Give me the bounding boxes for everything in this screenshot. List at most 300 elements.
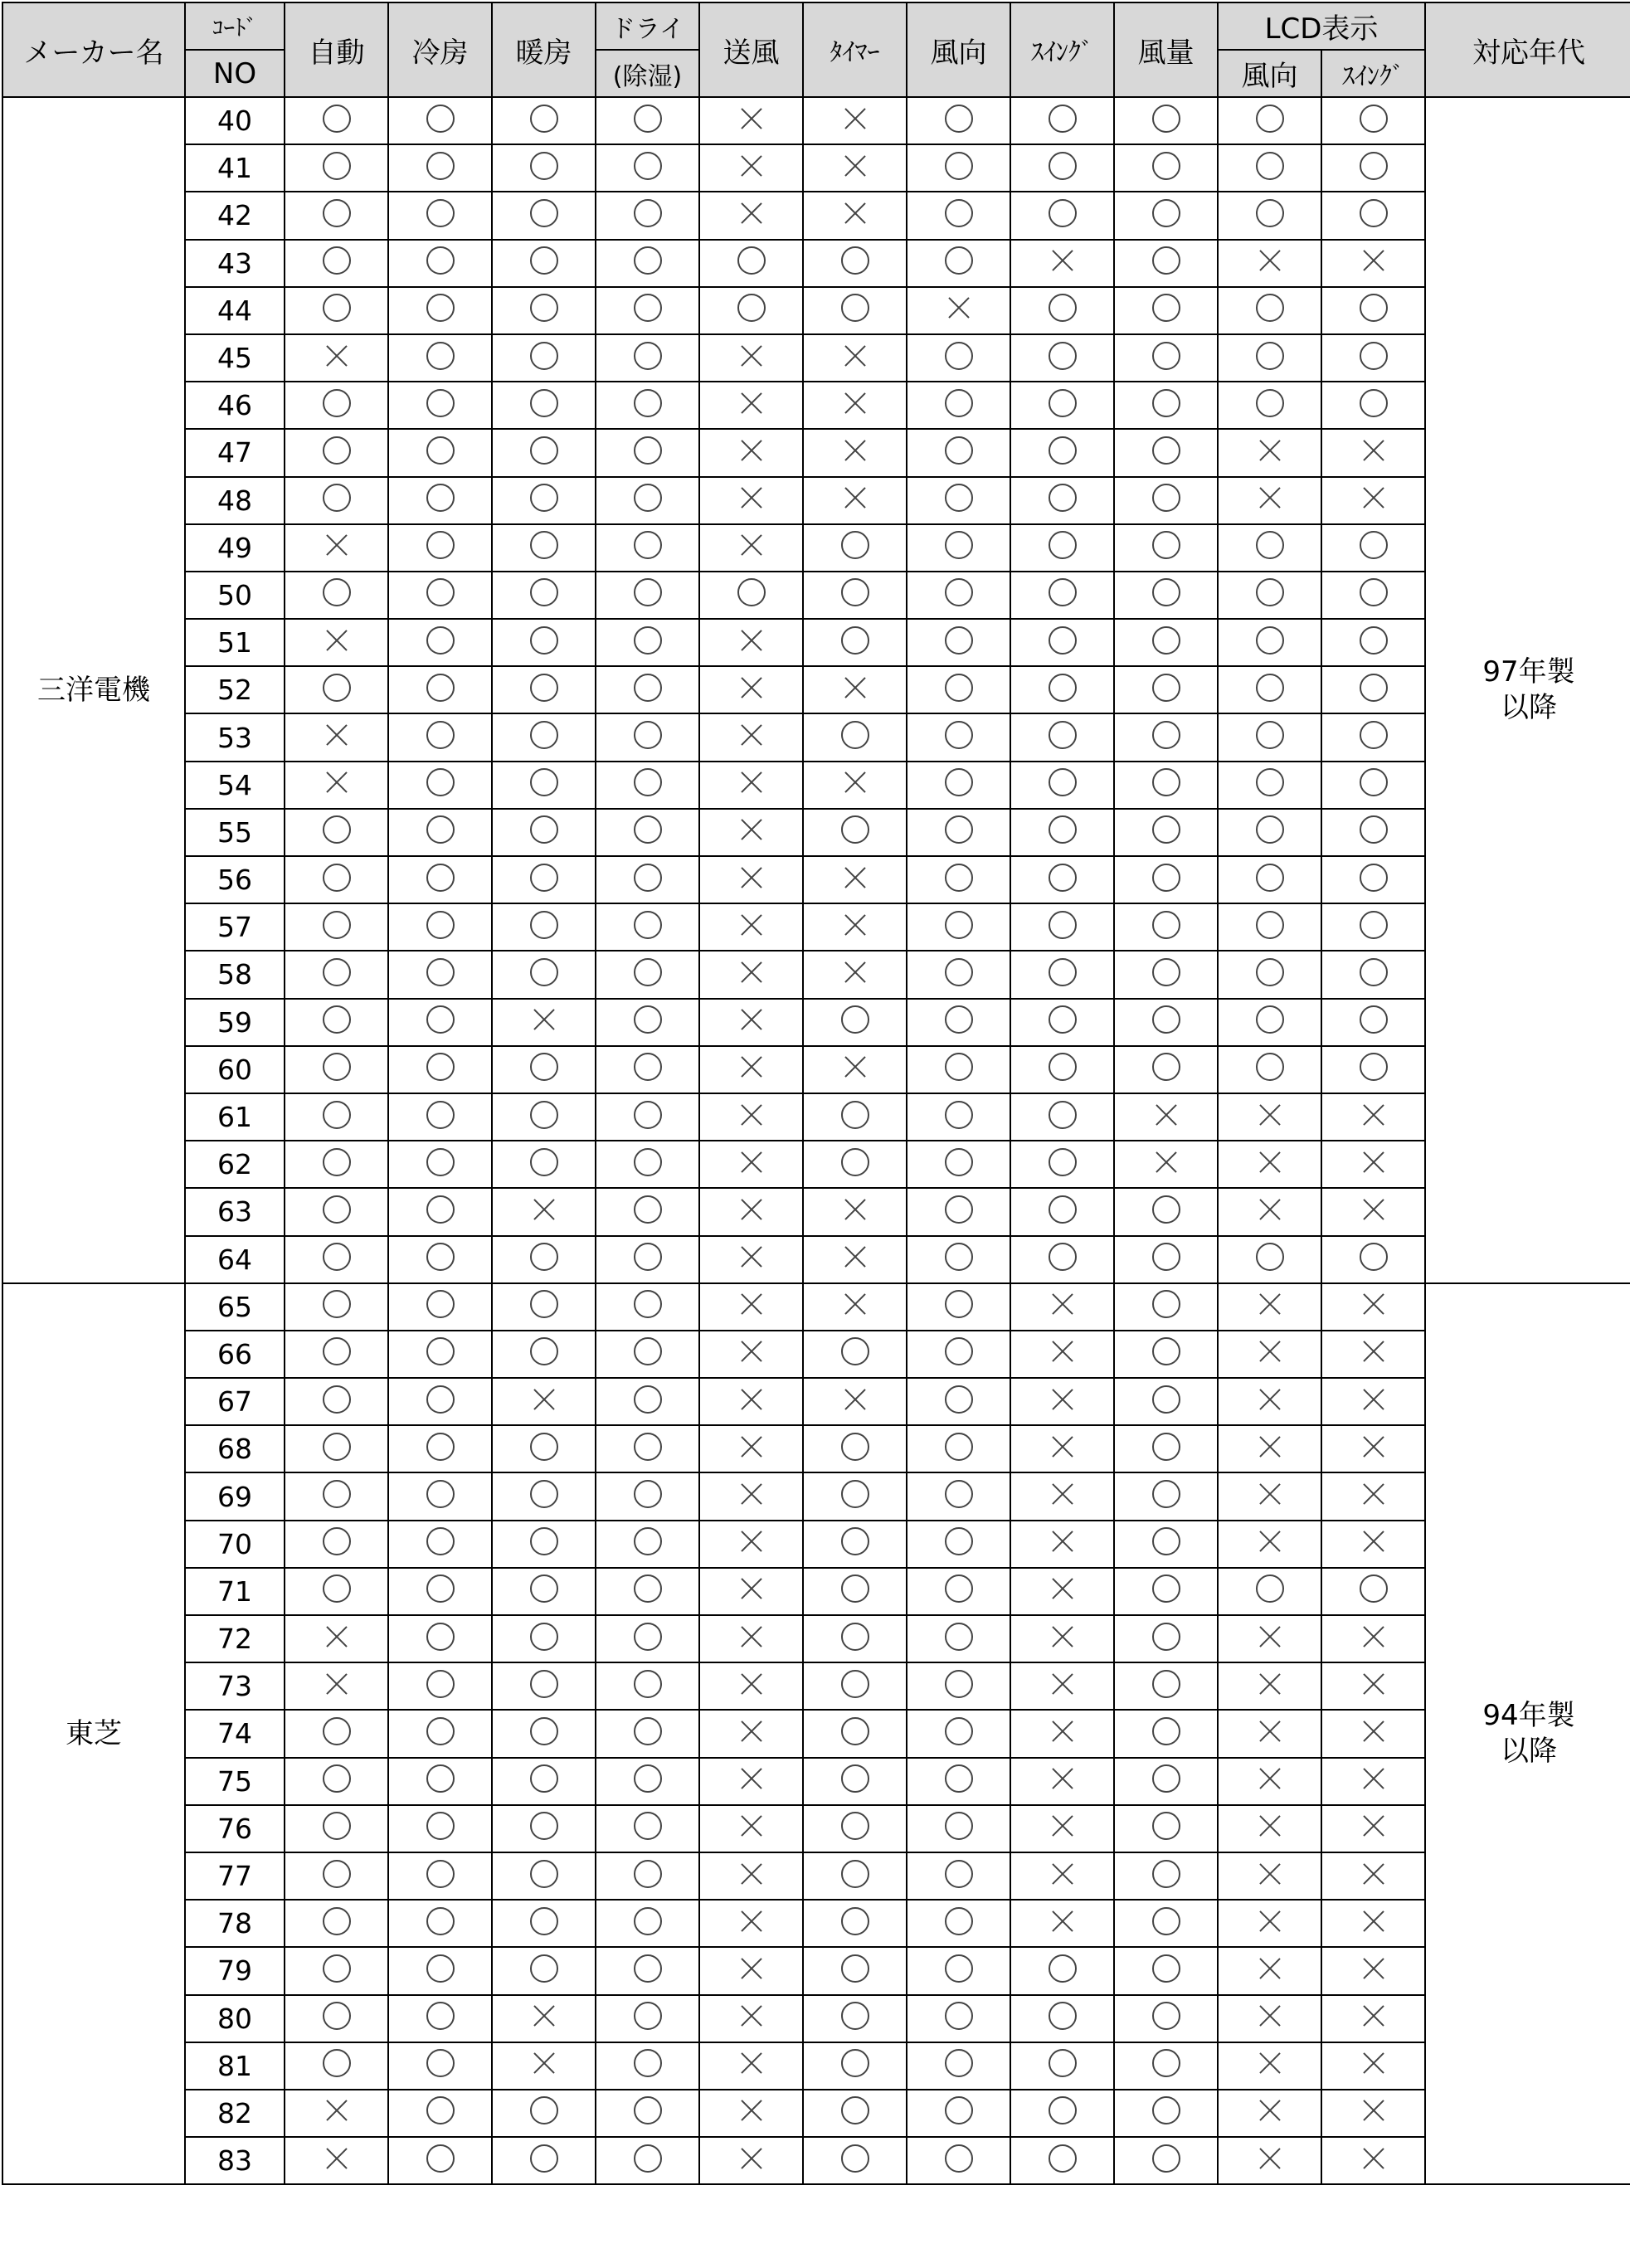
circle-icon [1256, 911, 1284, 939]
circle-icon [1360, 1005, 1388, 1034]
cross-icon [323, 626, 351, 655]
circle-icon [1360, 674, 1388, 702]
code-number: 83 [185, 2137, 285, 2184]
support-cell [492, 429, 596, 476]
support-cell [492, 1425, 596, 1472]
support-cell [492, 1188, 596, 1235]
support-cell [803, 951, 907, 998]
support-cell [492, 144, 596, 192]
circle-icon [426, 911, 455, 939]
cross-icon [530, 2049, 558, 2077]
circle-icon [323, 1243, 351, 1271]
circle-icon [1049, 294, 1077, 322]
support-cell [596, 1615, 699, 1662]
support-cell [1114, 856, 1218, 903]
support-cell [1010, 951, 1114, 998]
table-row [2, 334, 1630, 382]
cross-icon [737, 721, 766, 749]
circle-icon [1049, 1148, 1077, 1176]
support-cell [388, 1521, 492, 1568]
circle-icon [945, 1860, 973, 1888]
support-cell [1218, 287, 1321, 334]
cross-icon [1360, 2002, 1388, 2030]
support-cell [1321, 1236, 1425, 1283]
circle-icon [634, 1480, 662, 1508]
support-cell [492, 1283, 596, 1331]
support-cell [388, 1995, 492, 2042]
support-cell [596, 1758, 699, 1805]
support-cell [596, 666, 699, 713]
code-number: 72 [185, 1615, 285, 1662]
circle-icon [1152, 1195, 1180, 1224]
circle-icon [1360, 105, 1388, 133]
support-cell [1321, 240, 1425, 287]
support-cell [388, 2137, 492, 2184]
support-cell [1321, 382, 1425, 429]
support-cell [1010, 1425, 1114, 1472]
support-cell [907, 1758, 1010, 1805]
circle-icon [634, 2049, 662, 2077]
support-cell [1218, 1615, 1321, 1662]
support-cell [596, 2042, 699, 2090]
support-cell [1010, 713, 1114, 761]
circle-icon [426, 1433, 455, 1461]
support-cell [285, 619, 388, 666]
support-cell [1114, 1046, 1218, 1093]
support-cell [1010, 1521, 1114, 1568]
code-number: 56 [185, 856, 285, 903]
circle-icon [1152, 1812, 1180, 1840]
support-cell [1218, 1947, 1321, 1994]
support-cell [492, 477, 596, 524]
circle-icon [1049, 958, 1077, 986]
circle-icon [530, 578, 558, 606]
circle-icon [1256, 531, 1284, 559]
support-cell [907, 1852, 1010, 1900]
support-cell [1114, 1425, 1218, 1472]
support-cell [1218, 334, 1321, 382]
cross-icon [737, 389, 766, 417]
support-cell [388, 2042, 492, 2090]
support-cell [1321, 287, 1425, 334]
support-cell [907, 1615, 1010, 1662]
support-cell [1218, 382, 1321, 429]
circle-icon [426, 1574, 455, 1603]
circle-icon [530, 1860, 558, 1888]
support-cell [285, 762, 388, 809]
support-cell [388, 1900, 492, 1947]
cross-icon [841, 105, 869, 133]
circle-icon [945, 1574, 973, 1603]
support-cell [1321, 1378, 1425, 1425]
circle-icon [426, 1717, 455, 1745]
cross-icon [737, 1527, 766, 1555]
support-cell [388, 1188, 492, 1235]
support-cell [1218, 1331, 1321, 1378]
circle-icon [426, 2144, 455, 2173]
header-volume: 風量 [1114, 2, 1218, 97]
cross-icon [841, 436, 869, 465]
circle-icon [634, 2096, 662, 2124]
table-row [2, 1568, 1630, 1615]
circle-icon [323, 1337, 351, 1365]
cross-icon [737, 911, 766, 939]
support-cell [1218, 1521, 1321, 1568]
circle-icon [323, 294, 351, 322]
support-cell [1321, 192, 1425, 239]
circle-icon [1256, 815, 1284, 844]
support-cell [1321, 1521, 1425, 1568]
support-cell [596, 762, 699, 809]
support-cell [1010, 1093, 1114, 1141]
cross-icon [1256, 1433, 1284, 1461]
cross-icon [1256, 1101, 1284, 1129]
support-cell [1321, 1141, 1425, 1188]
circle-icon [323, 2049, 351, 2077]
cross-icon [1360, 1717, 1388, 1745]
circle-icon [841, 1764, 869, 1793]
aircon-compatibility-table [2, 2, 1630, 2185]
cross-icon [737, 2002, 766, 2030]
support-cell [1010, 1852, 1114, 1900]
support-cell [699, 1995, 803, 2042]
cross-icon [737, 1623, 766, 1651]
support-cell [1218, 713, 1321, 761]
circle-icon [945, 2096, 973, 2124]
support-cell [388, 951, 492, 998]
circle-icon [1049, 911, 1077, 939]
support-cell [1218, 951, 1321, 998]
table-row [2, 1615, 1630, 1662]
circle-icon [1152, 958, 1180, 986]
support-cell [1010, 1283, 1114, 1331]
support-cell [1010, 809, 1114, 856]
cross-icon [1256, 1623, 1284, 1651]
circle-icon [323, 1195, 351, 1224]
circle-icon [841, 1670, 869, 1698]
code-number: 51 [185, 619, 285, 666]
circle-icon [426, 1860, 455, 1888]
cross-icon [841, 911, 869, 939]
circle-icon [323, 484, 351, 512]
support-cell [492, 713, 596, 761]
circle-icon [634, 152, 662, 180]
circle-icon [530, 105, 558, 133]
support-cell [1218, 1758, 1321, 1805]
cross-icon [737, 864, 766, 892]
cross-icon [737, 1148, 766, 1176]
support-cell [1114, 572, 1218, 619]
circle-icon [1152, 1005, 1180, 1034]
support-cell [596, 809, 699, 856]
cross-icon [841, 199, 869, 227]
support-cell [907, 524, 1010, 572]
support-cell [1218, 1662, 1321, 1710]
support-cell [1114, 1378, 1218, 1425]
circle-icon [1152, 1290, 1180, 1318]
cross-icon [1360, 246, 1388, 275]
code-number: 77 [185, 1852, 285, 1900]
circle-icon [1360, 626, 1388, 655]
support-cell [699, 1947, 803, 1994]
support-cell [699, 1758, 803, 1805]
support-cell [285, 477, 388, 524]
cross-icon [737, 768, 766, 796]
support-cell [907, 951, 1010, 998]
circle-icon [945, 911, 973, 939]
support-cell [1321, 2090, 1425, 2137]
circle-icon [945, 1954, 973, 1983]
support-cell [1321, 1046, 1425, 1093]
support-cell [1114, 287, 1218, 334]
circle-icon [634, 294, 662, 322]
circle-icon [634, 1717, 662, 1745]
table-row [2, 1805, 1630, 1852]
cross-icon [737, 1433, 766, 1461]
code-number: 64 [185, 1236, 285, 1283]
circle-icon [426, 1148, 455, 1176]
circle-icon [945, 1290, 973, 1318]
circle-icon [323, 815, 351, 844]
support-cell [1010, 1568, 1114, 1615]
cross-icon [1360, 1527, 1388, 1555]
code-number: 52 [185, 666, 285, 713]
circle-icon [426, 1527, 455, 1555]
circle-icon [841, 1574, 869, 1603]
circle-icon [323, 1005, 351, 1034]
circle-icon [945, 958, 973, 986]
header-cool: 冷房 [388, 2, 492, 97]
support-cell [699, 1188, 803, 1235]
circle-icon [945, 1433, 973, 1461]
support-cell [285, 1378, 388, 1425]
circle-icon [530, 152, 558, 180]
support-cell [699, 524, 803, 572]
support-cell [492, 2137, 596, 2184]
cross-icon [737, 1764, 766, 1793]
cross-icon [737, 1717, 766, 1745]
circle-icon [1152, 674, 1180, 702]
support-cell [1218, 999, 1321, 1046]
support-cell [1114, 1331, 1218, 1378]
support-cell [492, 1141, 596, 1188]
support-cell [1010, 382, 1114, 429]
support-cell [285, 144, 388, 192]
support-cell [1010, 1805, 1114, 1852]
support-cell [699, 1141, 803, 1188]
support-cell [1114, 1710, 1218, 1757]
circle-icon [737, 294, 766, 322]
circle-icon [945, 1480, 973, 1508]
cross-icon [1049, 1433, 1077, 1461]
support-cell [699, 1805, 803, 1852]
support-cell [1114, 809, 1218, 856]
circle-icon [841, 721, 869, 749]
circle-icon [530, 1954, 558, 1983]
table-row [2, 1521, 1630, 1568]
circle-icon [841, 815, 869, 844]
cross-icon [737, 1812, 766, 1840]
support-cell [803, 1900, 907, 1947]
support-cell [285, 572, 388, 619]
cross-icon [841, 1243, 869, 1271]
circle-icon [945, 342, 973, 370]
support-cell [596, 1472, 699, 1520]
support-cell [907, 809, 1010, 856]
support-cell [596, 856, 699, 903]
cross-icon [1360, 2096, 1388, 2124]
circle-icon [945, 1101, 973, 1129]
code-number: 43 [185, 240, 285, 287]
circle-icon [426, 342, 455, 370]
circle-icon [426, 294, 455, 322]
support-cell [699, 1852, 803, 1900]
cross-icon [323, 342, 351, 370]
support-cell [596, 1331, 699, 1378]
cross-icon [323, 721, 351, 749]
support-cell [699, 572, 803, 619]
table-row [2, 951, 1630, 998]
support-cell [492, 1710, 596, 1757]
header-lcd-swing: ｽｲﾝｸﾞ [1321, 50, 1425, 97]
support-cell [596, 1141, 699, 1188]
circle-icon [945, 674, 973, 702]
support-cell [803, 477, 907, 524]
support-cell [388, 524, 492, 572]
support-cell [907, 666, 1010, 713]
circle-icon [1256, 578, 1284, 606]
support-cell [285, 1805, 388, 1852]
cross-icon [737, 1907, 766, 1935]
code-number: 48 [185, 477, 285, 524]
circle-icon [634, 389, 662, 417]
support-cell [907, 97, 1010, 144]
support-cell [492, 999, 596, 1046]
support-cell [803, 524, 907, 572]
support-cell [285, 1568, 388, 1615]
cross-icon [1360, 2144, 1388, 2173]
support-cell [1321, 1425, 1425, 1472]
circle-icon [1256, 1243, 1284, 1271]
support-cell [699, 951, 803, 998]
circle-icon [530, 1764, 558, 1793]
circle-icon [841, 1527, 869, 1555]
circle-icon [841, 1717, 869, 1745]
circle-icon [1152, 246, 1180, 275]
support-cell [285, 334, 388, 382]
support-cell [1010, 1046, 1114, 1093]
cross-icon [737, 152, 766, 180]
circle-icon [530, 1337, 558, 1365]
circle-icon [530, 436, 558, 465]
header-swing: ｽｲﾝｸﾞ [1010, 2, 1114, 97]
circle-icon [426, 1954, 455, 1983]
support-cell [803, 1378, 907, 1425]
code-number: 76 [185, 1805, 285, 1852]
support-cell [1218, 1378, 1321, 1425]
table-row [2, 1093, 1630, 1141]
circle-icon [530, 1290, 558, 1318]
support-cell [803, 666, 907, 713]
cross-icon [841, 1195, 869, 1224]
cross-icon [1049, 1717, 1077, 1745]
support-cell [388, 856, 492, 903]
support-cell [907, 2137, 1010, 2184]
support-cell [388, 666, 492, 713]
support-cell [699, 477, 803, 524]
circle-icon [1152, 1053, 1180, 1081]
circle-icon [426, 105, 455, 133]
support-cell [596, 572, 699, 619]
support-cell [1321, 1662, 1425, 1710]
cross-icon [737, 958, 766, 986]
circle-icon [634, 342, 662, 370]
table-row [2, 524, 1630, 572]
circle-icon [1049, 1005, 1077, 1034]
support-cell [492, 1331, 596, 1378]
code-number: 80 [185, 1995, 285, 2042]
code-number: 59 [185, 999, 285, 1046]
support-cell [907, 382, 1010, 429]
support-cell [388, 1852, 492, 1900]
circle-icon [426, 1480, 455, 1508]
circle-icon [1152, 1337, 1180, 1365]
support-cell [1010, 2090, 1114, 2137]
circle-icon [841, 246, 869, 275]
circle-icon [1049, 2144, 1077, 2173]
support-cell [285, 1188, 388, 1235]
support-cell [388, 572, 492, 619]
support-cell [492, 572, 596, 619]
support-cell [699, 1521, 803, 1568]
circle-icon [530, 342, 558, 370]
circle-icon [1152, 531, 1180, 559]
support-cell [285, 1046, 388, 1093]
circle-icon [323, 1433, 351, 1461]
support-cell [388, 1378, 492, 1425]
header-row-1 [2, 2, 1630, 50]
cross-icon [841, 864, 869, 892]
cross-icon [1049, 1907, 1077, 1935]
support-cell [285, 1521, 388, 1568]
support-cell [596, 1093, 699, 1141]
table-row [2, 762, 1630, 809]
circle-icon [634, 1574, 662, 1603]
support-cell [1114, 1568, 1218, 1615]
circle-icon [634, 1005, 662, 1034]
support-cell [1114, 429, 1218, 476]
support-cell [1114, 1283, 1218, 1331]
support-cell [907, 2042, 1010, 2090]
support-cell [803, 762, 907, 809]
circle-icon [1152, 1574, 1180, 1603]
circle-icon [1256, 199, 1284, 227]
cross-icon [1049, 1860, 1077, 1888]
table-row [2, 240, 1630, 287]
support-cell [492, 1900, 596, 1947]
support-cell [1010, 1900, 1114, 1947]
support-cell [1114, 240, 1218, 287]
circle-icon [1360, 1243, 1388, 1271]
circle-icon [1360, 958, 1388, 986]
circle-icon [945, 864, 973, 892]
circle-icon [634, 1385, 662, 1414]
support-cell [1218, 192, 1321, 239]
code-number: 71 [185, 1568, 285, 1615]
circle-icon [530, 1907, 558, 1935]
circle-icon [1256, 342, 1284, 370]
support-cell [803, 1331, 907, 1378]
